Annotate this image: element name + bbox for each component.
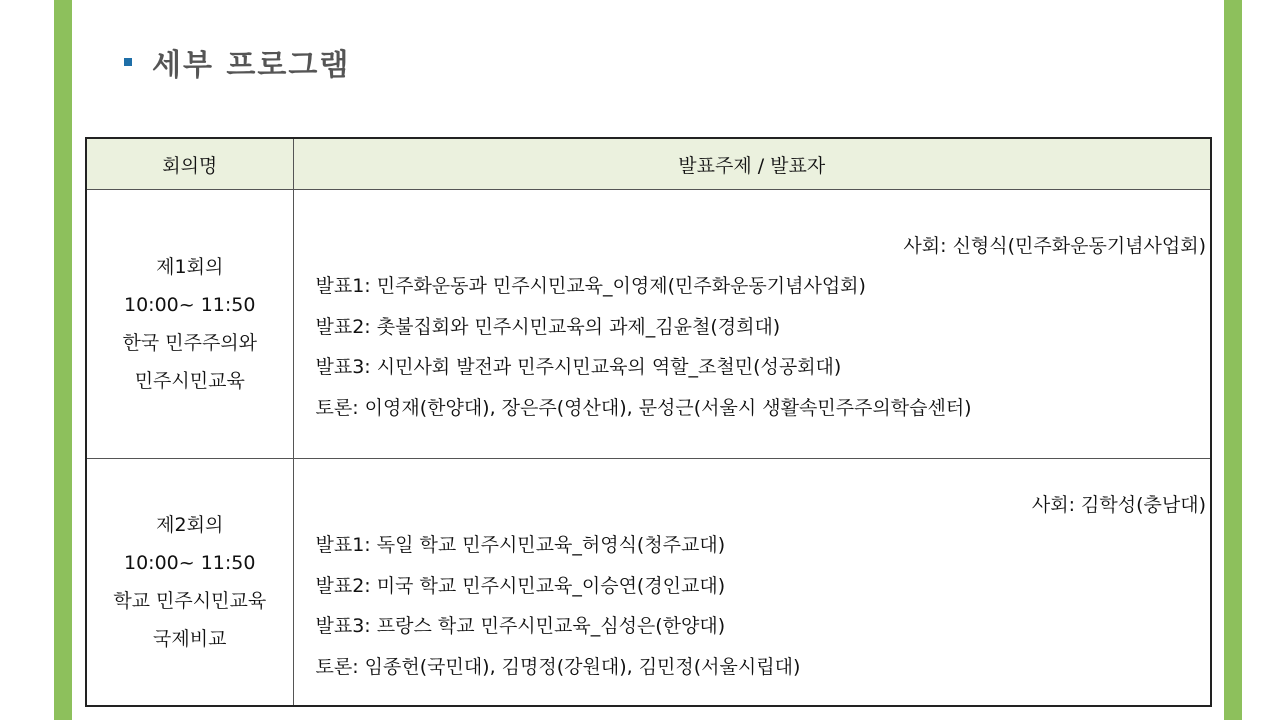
session-name: 제1회의 [156, 256, 224, 278]
session-topic-line1: 한국 민주주의와 [122, 332, 258, 354]
presentation-3: 발표3: 시민사회 발전과 민주시민교육의 역할_조철민(성공회대) [315, 356, 842, 378]
presentation-3: 발표3: 프랑스 학교 민주시민교육_심성은(한양대) [315, 615, 726, 637]
section-heading [124, 40, 350, 84]
discussants: 토론: 임종헌(국민대), 김명정(강원대), 김민정(서울시립대) [315, 655, 801, 678]
presentation-2: 발표2: 촛불집회와 민주시민교육의 과제_김윤철(경희대) [315, 315, 781, 338]
moderator: 사회: 신형식(민주화운동기념사업회) [903, 235, 1206, 257]
presentation-1: 발표1: 독일 학교 민주시민교육_허영식(청주교대) [315, 534, 726, 556]
program-table [85, 137, 1212, 707]
session-time: 10:00~ 11:50 [124, 294, 256, 316]
session-topic-line2: 민주시민교육 [134, 370, 245, 392]
session-cell [86, 459, 293, 707]
header-session-name: 회의명 [86, 138, 293, 190]
page-title: 세부 프로그램 [152, 48, 351, 83]
moderator: 사회: 김학성(충남대) [1031, 494, 1206, 516]
table-row [86, 190, 1211, 459]
session-topic-line2: 국제비교 [153, 628, 227, 650]
table-header-row [86, 138, 1211, 190]
session-name: 제2회의 [156, 514, 224, 536]
detail-cell [293, 459, 1211, 707]
square-bullet-icon [124, 58, 132, 66]
detail-cell [293, 190, 1211, 459]
right-green-bar [1224, 0, 1242, 720]
session-time: 10:00~ 11:50 [124, 552, 256, 574]
table-row [86, 459, 1211, 707]
presentation-2: 발표2: 미국 학교 민주시민교육_이승연(경인교대) [315, 574, 726, 597]
session-topic-line1: 학교 민주시민교육 [113, 590, 267, 612]
header-topic-presenter: 발표주제 / 발표자 [293, 138, 1211, 190]
session-cell [86, 190, 293, 459]
left-green-bar [54, 0, 72, 720]
discussants: 토론: 이영재(한양대), 장은주(영산대), 문성근(서울시 생활속민주주의학습센터) [315, 396, 972, 419]
presentation-1: 발표1: 민주화운동과 민주시민교육_이영제(민주화운동기념사업회) [315, 275, 866, 297]
